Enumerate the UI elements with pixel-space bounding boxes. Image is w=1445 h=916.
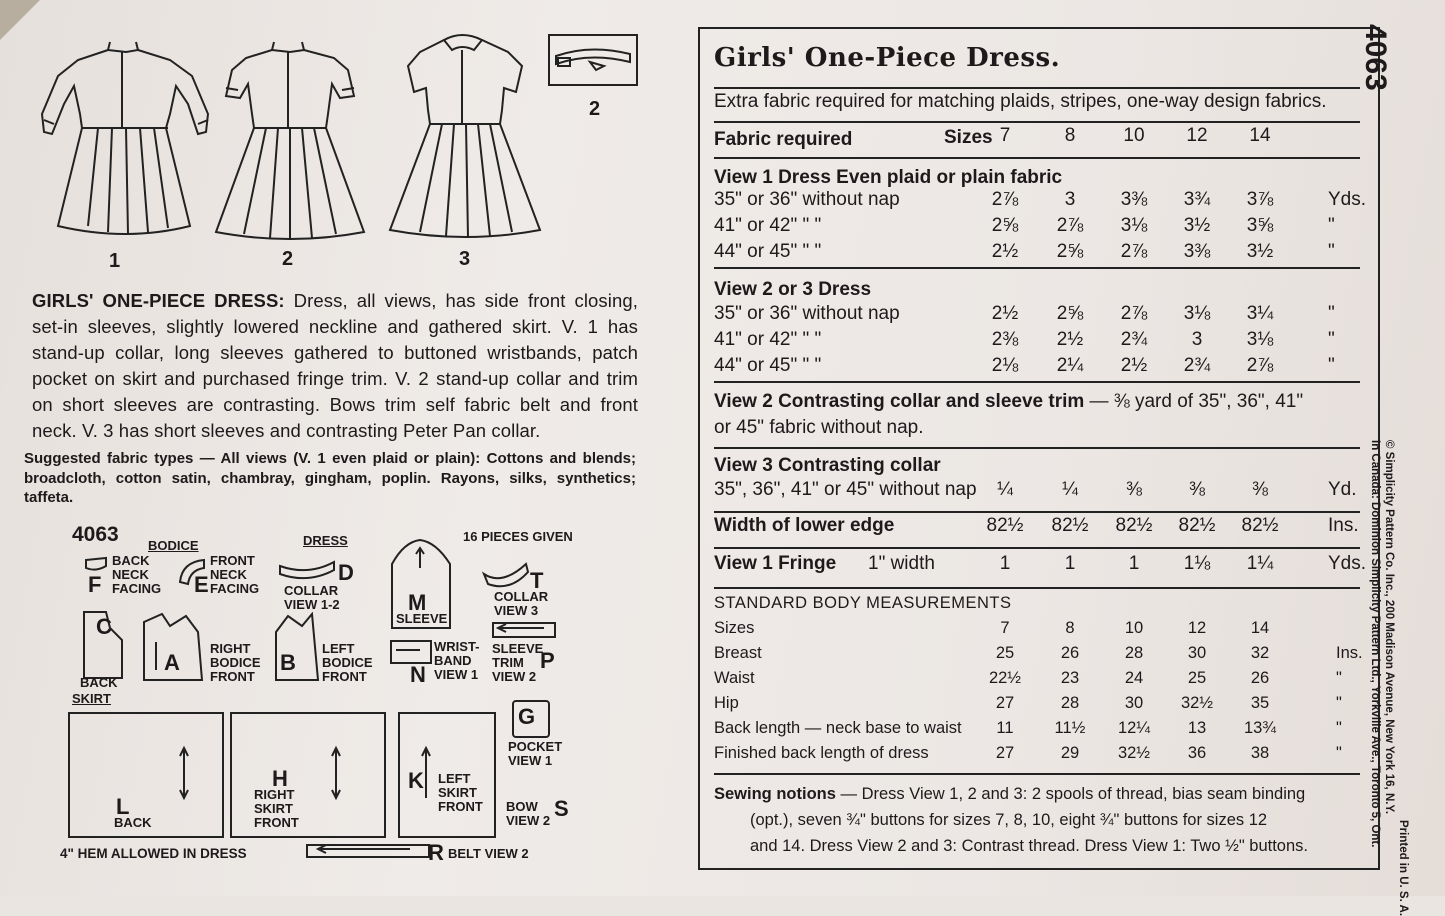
value-cell: 24 — [1124, 669, 1144, 687]
value-cell: 3¾ — [1183, 189, 1211, 210]
rule — [714, 547, 1360, 549]
unit-label: Ins. — [1328, 515, 1359, 536]
unit-label: " — [1328, 215, 1335, 236]
value-cell: 27 — [995, 694, 1015, 712]
value-cell: 25 — [1187, 669, 1207, 687]
piece-r-label: BELT VIEW 2 — [448, 846, 529, 861]
row-label: 41" or 42" " " — [714, 215, 822, 236]
value-cell: 2⅞ — [1246, 355, 1274, 376]
notions-line3: and 14. Dress View 2 and 3: Contrast thread. Dress View 1: Two ½" buttons. — [750, 837, 1308, 855]
unit-label: Yd. — [1328, 479, 1357, 500]
view-number-2: 2 — [282, 248, 294, 270]
rule — [714, 267, 1360, 269]
copyright-line-3: Printed in U. S. A. — [1397, 820, 1409, 916]
piece-h-letter: H — [272, 766, 288, 791]
copyright-block — [1368, 440, 1409, 916]
value-cell: 22½ — [988, 669, 1022, 687]
piece-l-label: BACK — [114, 815, 152, 830]
value-cell: 2½ — [1056, 329, 1084, 350]
yardage-chart — [698, 27, 1380, 870]
unit-label: " — [1336, 669, 1342, 687]
size-header: 7 — [999, 125, 1011, 146]
grainline-arrows — [0, 0, 600, 896]
value-cell: 3 — [1064, 189, 1076, 210]
value-cell: 14 — [1250, 619, 1270, 637]
piece-a-label: RIGHT BODICE FRONT — [210, 641, 261, 684]
value-cell: 2⅜ — [991, 329, 1019, 350]
body-measurements-heading: STANDARD BODY MEASUREMENTS — [714, 594, 1012, 612]
piece-t-letter: T — [530, 568, 544, 593]
view1-dress-heading: View 1 Dress Even plaid or plain fabric — [714, 167, 1063, 188]
piece-p-letter: P — [540, 648, 555, 673]
value-cell: 3⅝ — [1246, 215, 1274, 236]
belt-view-number: 2 — [589, 98, 601, 120]
copyright-line-2: In Canada: Dominion Simplicity Pattern Ltd., Yorkville Ave., Toronto 5, Ont. — [1369, 440, 1381, 848]
value-cell: 30 — [1124, 694, 1144, 712]
unit-label: " — [1328, 329, 1335, 350]
row-label: Finished back length of dress — [714, 744, 929, 762]
piece-g-label: POCKET VIEW 1 — [508, 739, 563, 768]
value-cell: 8 — [1065, 619, 1075, 637]
piece-m-letter: M — [408, 590, 427, 615]
piece-b-label: LEFT BODICE FRONT — [322, 641, 373, 684]
value-cell: 27 — [995, 744, 1015, 762]
copyright-line-1: © Simplicity Pattern Co. Inc., 200 Madison Avenue, New York 16, N.Y. — [1383, 440, 1395, 815]
row-label: 35" or 36" without nap — [714, 303, 900, 324]
value-cell: 1 — [999, 553, 1011, 574]
piece-e-label: FRONT NECK FACING — [210, 553, 260, 596]
extra-fabric-note: Extra fabric required for matching plaids, stripes, one-way design fabrics. — [714, 91, 1327, 112]
piece-k-label: LEFT SKIRT FRONT — [438, 771, 483, 814]
unit-label: Yds. — [1328, 553, 1367, 574]
piece-t-label: COLLAR VIEW 3 — [494, 589, 549, 618]
size-header: 8 — [1064, 125, 1076, 146]
piece-r-letter: R — [428, 840, 444, 865]
value-cell: 2½ — [991, 241, 1019, 262]
rule — [714, 773, 1360, 775]
piece-c-letter: C — [96, 614, 112, 639]
row-label: Back length — neck base to waist — [714, 719, 962, 737]
value-cell: ⅜ — [1126, 479, 1142, 500]
sewing-notions — [714, 781, 1364, 859]
rule — [714, 447, 1360, 449]
unit-label: " — [1328, 241, 1335, 262]
value-cell: ¼ — [997, 479, 1013, 500]
pattern-number: 4063 — [1359, 24, 1392, 91]
value-cell: 2⅛ — [991, 355, 1019, 376]
size-header: 10 — [1123, 125, 1145, 146]
value-cell: 12¼ — [1117, 719, 1151, 737]
value-cell: 3⅛ — [1120, 215, 1148, 236]
piece-m-label: SLEEVE — [396, 611, 448, 626]
piece-h-label: RIGHT SKIRT FRONT — [254, 787, 299, 830]
value-cell: 35 — [1250, 694, 1270, 712]
skirt-heading: SKIRT — [72, 691, 111, 706]
view2-contrast-yardage: — ⅜ yard of 35", 36", 41" — [1084, 391, 1304, 412]
value-cell: 2⅞ — [991, 189, 1019, 210]
unit-label: " — [1336, 694, 1342, 712]
value-cell: 3¼ — [1246, 303, 1274, 324]
pieces-given: 16 PIECES GIVEN — [463, 529, 573, 544]
piece-p-label: SLEEVE TRIM VIEW 2 — [492, 641, 544, 684]
fabric-required-label: Fabric required — [714, 129, 853, 150]
description-lead: GIRLS' ONE-PIECE DRESS: — [32, 290, 285, 311]
view-number-1: 1 — [109, 250, 121, 272]
size-header: 14 — [1249, 125, 1271, 146]
value-cell: 25 — [995, 644, 1015, 662]
rule — [714, 87, 1360, 89]
value-cell: 28 — [1124, 644, 1144, 662]
row-label: 35", 36", 41" or 45" without nap — [714, 479, 977, 500]
view-number-3: 3 — [459, 248, 471, 270]
value-cell: 82½ — [1051, 515, 1089, 536]
piece-s-label: BOW VIEW 2 — [506, 799, 551, 828]
value-cell: 32½ — [1117, 744, 1151, 762]
rule — [714, 157, 1360, 159]
value-cell: 3⅛ — [1183, 303, 1211, 324]
row-label: Breast — [714, 644, 762, 662]
row-label: Sizes — [714, 619, 755, 637]
piece-d-letter: D — [338, 560, 354, 585]
value-cell: 3⅞ — [1246, 189, 1274, 210]
pieces-pattern-number: 4063 — [72, 523, 119, 546]
view23-dress-heading: View 2 or 3 Dress — [714, 279, 872, 300]
piece-k-letter: K — [408, 768, 424, 793]
value-cell: 2½ — [991, 303, 1019, 324]
value-cell: ⅜ — [1252, 479, 1268, 500]
piece-f-letter: F — [88, 572, 102, 597]
value-cell: 1⅛ — [1183, 553, 1211, 574]
chart-title: Girls' One-Piece Dress. — [714, 43, 1061, 73]
value-cell: 29 — [1060, 744, 1080, 762]
value-cell: 82½ — [1115, 515, 1153, 536]
rule — [714, 121, 1360, 123]
value-cell: 2¾ — [1120, 329, 1148, 350]
value-cell: 2¼ — [1056, 355, 1084, 376]
value-cell: 2⅞ — [1120, 241, 1148, 262]
fabric-types-text: — All views (V. 1 even plaid or plain): Cottons and blends; broadcloth, cotton satin, chambray, gingham, poplin. Rayons, silks, synthetics; taffeta. — [24, 450, 636, 506]
notions-line2: (opt.), seven ¾" buttons for sizes 7, 8, 10, eight ¾" buttons for sizes 12 — [750, 811, 1268, 829]
value-cell: 26 — [1060, 644, 1080, 662]
value-cell: 30 — [1187, 644, 1207, 662]
value-cell: 10 — [1124, 619, 1144, 637]
value-cell: 13¾ — [1243, 719, 1277, 737]
piece-a-letter: A — [164, 650, 180, 675]
view2-contrast-line2: or 45" fabric without nap. — [714, 417, 924, 438]
view3-contrast-heading: View 3 Contrasting collar — [714, 455, 941, 476]
value-cell: 82½ — [1241, 515, 1279, 536]
value-cell: 32 — [1250, 644, 1270, 662]
unit-label: " — [1328, 303, 1335, 324]
value-cell: 82½ — [1178, 515, 1216, 536]
view2-contrast-heading: View 2 Contrasting collar and sleeve trim — [714, 391, 1085, 412]
row-label: 35" or 36" without nap — [714, 189, 900, 210]
unit-label: " — [1328, 355, 1335, 376]
value-cell: 11½ — [1054, 719, 1086, 737]
row-label: Waist — [714, 669, 755, 687]
row-label: 41" or 42" " " — [714, 329, 822, 350]
piece-g-letter: G — [518, 704, 536, 729]
value-cell: 2⅝ — [1056, 241, 1084, 262]
row-label: View 1 Fringe — [714, 553, 837, 574]
value-cell: 32½ — [1180, 694, 1214, 712]
piece-b-letter: B — [280, 650, 296, 675]
row-label: Width of lower edge — [714, 515, 895, 536]
unit-label: " — [1336, 719, 1342, 737]
value-cell: 3 — [1191, 329, 1203, 350]
description-text: Dress, all views, has side front closing, set-in sleeves, slightly lowered neckline and gathered skirt. V. 1 has stand-up collar, long sleeves gathered to buttoned wristbands, patch pocket on skirt and purchased fringe trim. V. 2 stand-up collar and trim on short sleeves are contrasting. Bows trim self fabric belt and front neck. V. 3 has short sleeves and contrasting Peter Pan collar. — [32, 290, 638, 441]
piece-e-letter: E — [194, 572, 209, 597]
value-cell: 26 — [1250, 669, 1270, 687]
value-cell: 1¼ — [1246, 553, 1274, 574]
value-cell: 7 — [1000, 619, 1010, 637]
value-cell: ¼ — [1062, 479, 1078, 500]
unit-label: " — [1336, 744, 1342, 762]
value-cell: 3⅜ — [1183, 241, 1211, 262]
value-cell: 3½ — [1246, 241, 1274, 262]
piece-l-letter: L — [116, 794, 130, 819]
notions-text: — Dress View 1, 2 and 3: 2 spools of thread, bias seam binding — [835, 785, 1306, 803]
sizes-label: Sizes — [944, 127, 993, 148]
piece-s-letter: S — [554, 796, 569, 821]
size-header: 12 — [1186, 125, 1208, 146]
piece-f-label: BACK NECK FACING — [112, 553, 162, 596]
value-cell: 23 — [1060, 669, 1080, 687]
value-cell: 82½ — [986, 515, 1024, 536]
value-cell: 36 — [1187, 744, 1207, 762]
rule — [714, 381, 1360, 383]
value-cell: ⅜ — [1189, 479, 1205, 500]
value-cell: 28 — [1060, 694, 1080, 712]
value-cell: 12 — [1187, 619, 1207, 637]
value-cell: 1 — [1128, 553, 1140, 574]
hem-note: 4" HEM ALLOWED IN DRESS — [60, 846, 247, 861]
rule — [714, 587, 1360, 589]
value-cell: 3⅛ — [1246, 329, 1274, 350]
unit-label: Ins. — [1336, 644, 1363, 662]
fabric-types-lead: Suggested fabric types — [24, 450, 194, 467]
value-cell: 2⅝ — [1056, 303, 1084, 324]
row-label: 44" or 45" " " — [714, 355, 822, 376]
row-label: 44" or 45" " " — [714, 241, 822, 262]
piece-c-label: BACK — [80, 675, 118, 690]
notions-lead: Sewing notions — [714, 785, 836, 803]
piece-d-label: COLLAR VIEW 1-2 — [284, 583, 340, 612]
row-label: Hip — [714, 694, 739, 712]
fringe-width: 1" width — [868, 553, 935, 574]
piece-n-letter: N — [410, 662, 426, 687]
dress-heading: DRESS — [303, 533, 348, 548]
value-cell: 2⅞ — [1056, 215, 1084, 236]
value-cell: 38 — [1250, 744, 1270, 762]
value-cell: 11 — [996, 719, 1014, 737]
unit-label: Yds. — [1328, 189, 1367, 210]
value-cell: 2¾ — [1183, 355, 1211, 376]
rule — [714, 511, 1360, 513]
value-cell: 3½ — [1183, 215, 1211, 236]
value-cell: 1 — [1064, 553, 1076, 574]
value-cell: 3⅜ — [1120, 189, 1148, 210]
value-cell: 2⅞ — [1120, 303, 1148, 324]
value-cell: 2⅝ — [991, 215, 1019, 236]
piece-n-label: WRIST-BAND VIEW 1 — [434, 639, 480, 682]
bodice-heading: BODICE — [148, 538, 199, 553]
view2-contrast-line1 — [714, 391, 1303, 413]
value-cell: 13 — [1187, 719, 1207, 737]
value-cell: 2½ — [1120, 355, 1148, 376]
